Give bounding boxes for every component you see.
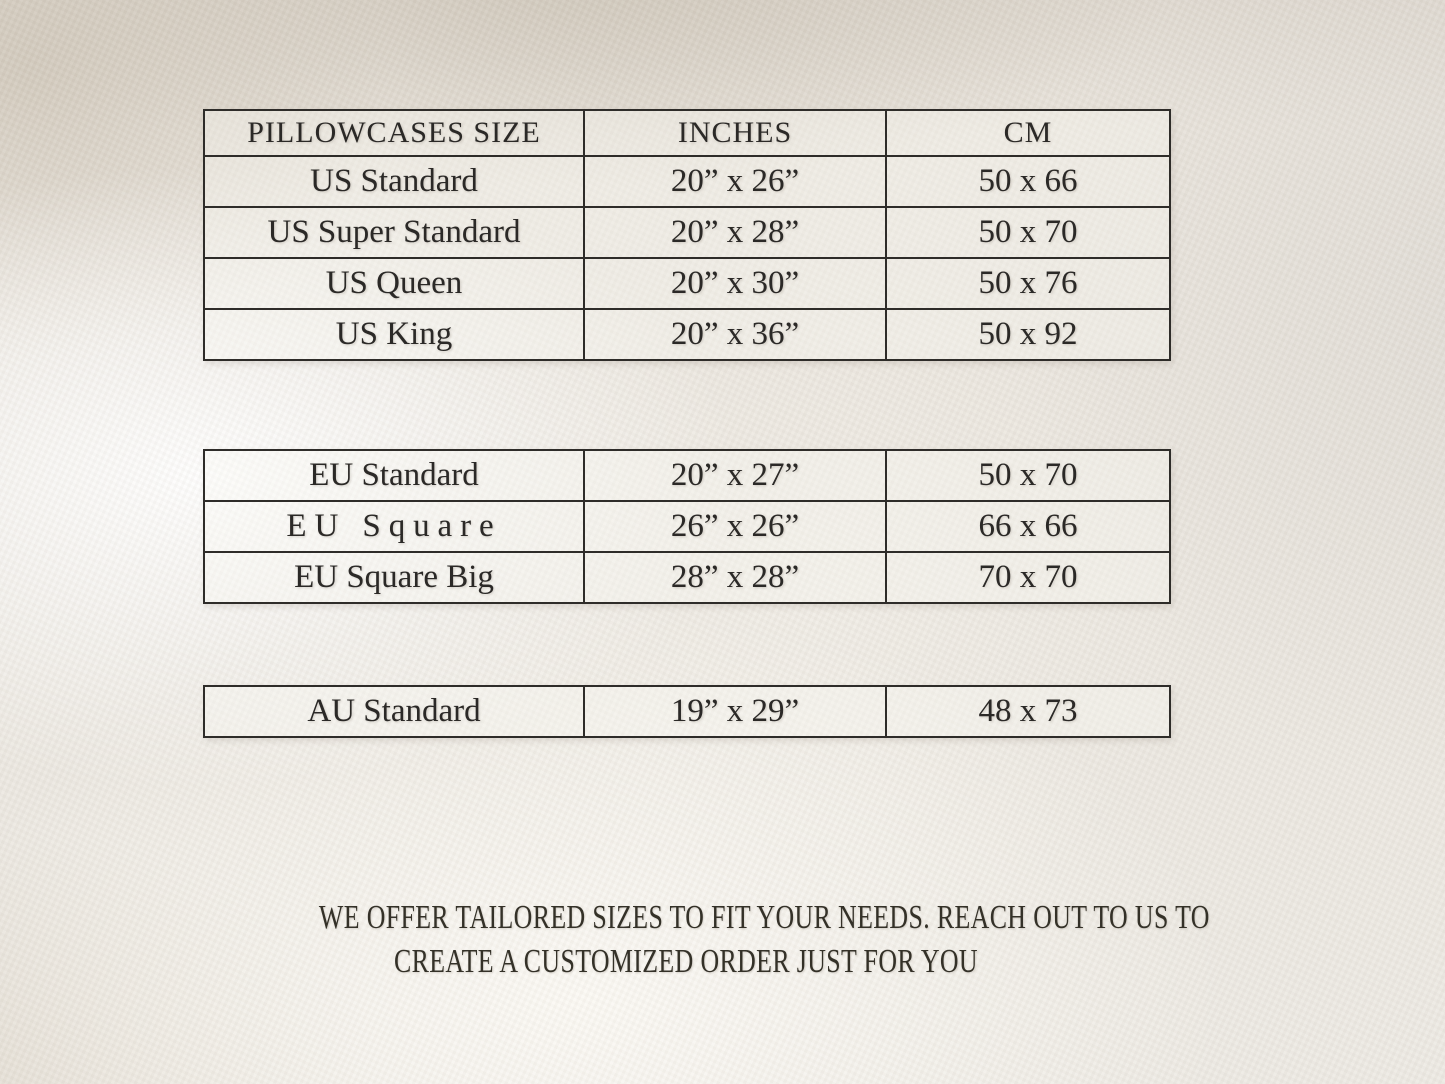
custom-order-note-line1: WE OFFER TAILORED SIZES TO FIT YOUR NEEDS. REACH OUT TO US TO — [318, 899, 1210, 936]
cm-cell: 50 x 92 — [886, 309, 1170, 360]
size-name-cell: EU Standard — [204, 450, 584, 501]
size-name-cell: US King — [204, 309, 584, 360]
us-header-row — [204, 110, 1170, 156]
table-row — [204, 258, 1170, 309]
us-sizes-table — [203, 109, 1171, 361]
table-row — [204, 552, 1170, 603]
size-name-cell: EU Square Big — [204, 552, 584, 603]
custom-order-note-line2: CREATE A CUSTOMIZED ORDER JUST FOR YOU — [394, 943, 978, 980]
cm-cell: 50 x 66 — [886, 156, 1170, 207]
cm-cell: 50 x 70 — [886, 450, 1170, 501]
header-pillowcases-size: PILLOWCASES SIZE — [204, 110, 584, 156]
inches-cell: 20” x 27” — [584, 450, 886, 501]
size-name-cell: EU Square — [204, 501, 584, 552]
cm-cell: 66 x 66 — [886, 501, 1170, 552]
inches-cell: 20” x 36” — [584, 309, 886, 360]
size-name-cell: AU Standard — [204, 686, 584, 737]
size-name-cell: US Super Standard — [204, 207, 584, 258]
table-row — [204, 501, 1170, 552]
table-row — [204, 309, 1170, 360]
table-row — [204, 207, 1170, 258]
custom-order-note — [203, 896, 1210, 984]
header-cm: CM — [886, 110, 1170, 156]
size-name-cell: US Queen — [204, 258, 584, 309]
inches-cell: 19” x 29” — [584, 686, 886, 737]
cm-cell: 50 x 70 — [886, 207, 1170, 258]
cm-cell: 70 x 70 — [886, 552, 1170, 603]
header-inches: INCHES — [584, 110, 886, 156]
eu-sizes-table — [203, 449, 1171, 604]
table-row — [204, 450, 1170, 501]
size-name-cell: US Standard — [204, 156, 584, 207]
inches-cell: 20” x 30” — [584, 258, 886, 309]
inches-cell: 28” x 28” — [584, 552, 886, 603]
inches-cell: 20” x 28” — [584, 207, 886, 258]
inches-cell: 20” x 26” — [584, 156, 886, 207]
cm-cell: 50 x 76 — [886, 258, 1170, 309]
cm-cell: 48 x 73 — [886, 686, 1170, 737]
table-row — [204, 686, 1170, 737]
inches-cell: 26” x 26” — [584, 501, 886, 552]
table-row — [204, 156, 1170, 207]
au-sizes-table — [203, 685, 1171, 738]
